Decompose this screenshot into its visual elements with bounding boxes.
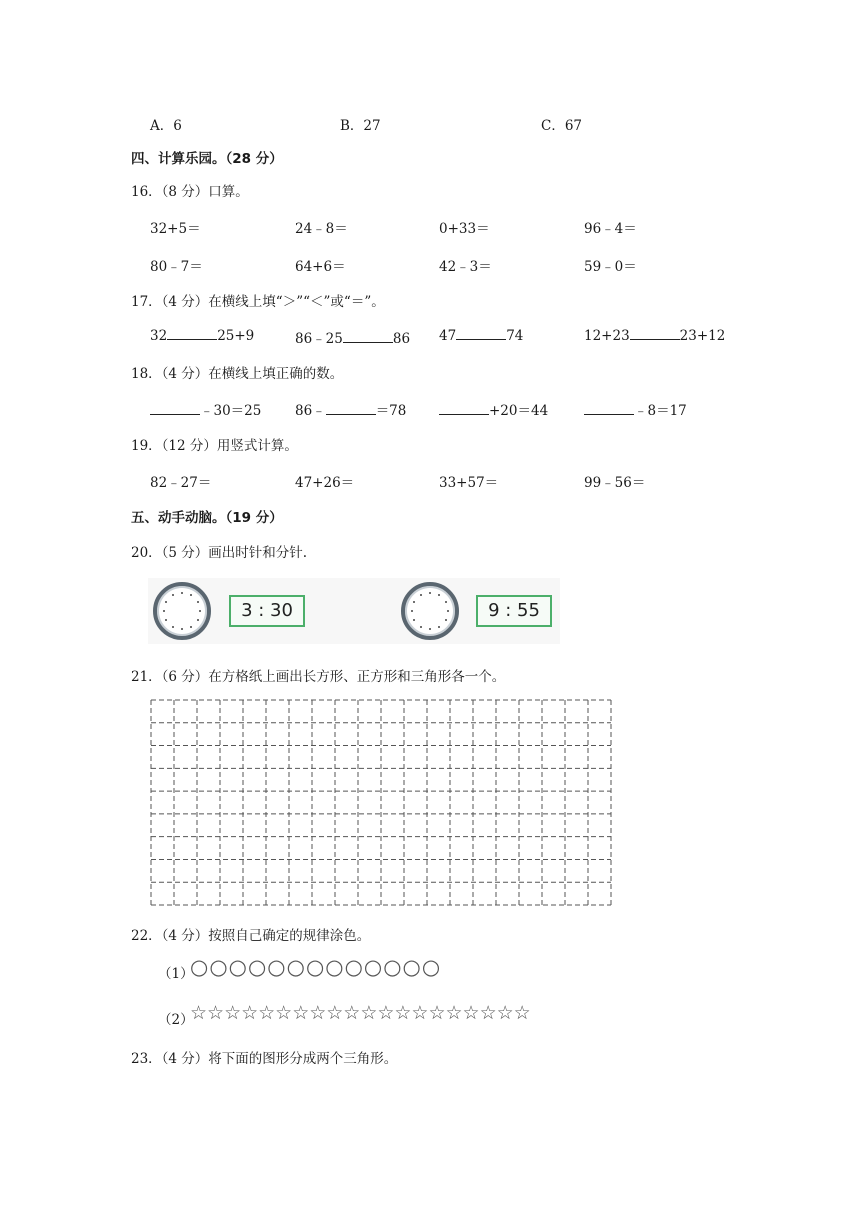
clock-tick bbox=[413, 619, 415, 621]
q16-item: 80﹣7＝ bbox=[150, 259, 203, 275]
star-row[interactable]: ☆☆☆☆☆☆☆☆☆☆☆☆☆☆☆☆☆☆☆☆ bbox=[190, 1002, 531, 1024]
option-c: C．67 bbox=[541, 118, 583, 134]
clock-tick bbox=[447, 610, 449, 612]
clock-tick bbox=[197, 601, 199, 603]
section-4-title: 四、计算乐园。（28 分） bbox=[131, 151, 283, 167]
clock-tick bbox=[181, 628, 183, 630]
clock-tick bbox=[197, 619, 199, 621]
q18-item: ﹣30＝25 bbox=[150, 399, 261, 419]
q18-item: +20＝44 bbox=[439, 399, 548, 419]
q22-row1-label: （1） bbox=[158, 966, 194, 982]
q19-item: 33+57＝ bbox=[439, 475, 499, 491]
answer-blank[interactable] bbox=[630, 327, 680, 340]
clock-tick bbox=[165, 619, 167, 621]
q16-item: 96﹣4＝ bbox=[584, 221, 637, 237]
clock-tick bbox=[438, 594, 440, 596]
section-5-title: 五、动手动脑。（19 分） bbox=[131, 510, 283, 526]
clock-tick bbox=[438, 626, 440, 628]
clock-tick bbox=[199, 610, 201, 612]
option-b: B．27 bbox=[340, 118, 381, 134]
q23-label: 23．（4 分）将下面的图形分成两个三角形。 bbox=[131, 1051, 398, 1067]
q19-item: 99﹣56＝ bbox=[584, 475, 646, 491]
q17-label: 17．（4 分）在横线上填“＞”“＜”或“＝”。 bbox=[131, 294, 385, 310]
q17-item: 12+23 23+12 bbox=[584, 328, 726, 344]
clock-tick bbox=[190, 626, 192, 628]
clock-face-1[interactable] bbox=[153, 582, 211, 640]
answer-blank[interactable] bbox=[584, 402, 634, 415]
answer-blank[interactable] bbox=[456, 327, 506, 340]
q20-label: 20．（5 分）画出时针和分针. bbox=[131, 545, 308, 561]
q19-label: 19．（12 分）用竖式计算。 bbox=[131, 438, 298, 454]
clock-tick bbox=[411, 610, 413, 612]
q19-row bbox=[150, 471, 770, 491]
q16-item: 24﹣8＝ bbox=[295, 221, 348, 237]
dashed-grid[interactable] bbox=[150, 699, 612, 907]
clock-tick bbox=[172, 594, 174, 596]
answer-blank[interactable] bbox=[150, 402, 200, 415]
option-a: A．6 bbox=[150, 118, 182, 134]
clock-tick bbox=[429, 592, 431, 594]
answer-blank[interactable] bbox=[439, 402, 489, 415]
clock-tick bbox=[413, 601, 415, 603]
time-box-2: 9 : 55 bbox=[476, 595, 552, 627]
time-box-1: 3 : 30 bbox=[229, 595, 305, 627]
clock-tick bbox=[445, 601, 447, 603]
answer-blank[interactable] bbox=[167, 327, 217, 340]
q22-label: 22．（4 分）按照自己确定的规律涂色。 bbox=[131, 928, 371, 944]
q16-row-2 bbox=[150, 255, 770, 275]
clock-tick bbox=[420, 594, 422, 596]
clock-tick bbox=[163, 610, 165, 612]
q18-label: 18．（4 分）在横线上填正确的数。 bbox=[131, 366, 344, 382]
q18-item: 86﹣ ＝78 bbox=[295, 403, 407, 419]
q17-row bbox=[150, 327, 770, 347]
q19-item: 47+26＝ bbox=[295, 475, 355, 491]
clock-tick bbox=[420, 626, 422, 628]
clock-tick bbox=[429, 628, 431, 630]
q16-label: 16．（8 分）口算。 bbox=[131, 184, 249, 200]
answer-blank[interactable] bbox=[343, 330, 393, 343]
q16-item: 64+6＝ bbox=[295, 259, 346, 275]
clock-tick bbox=[181, 592, 183, 594]
q17-item: 86﹣25 86 bbox=[295, 331, 411, 347]
clock-tick bbox=[190, 594, 192, 596]
q16-row-1 bbox=[150, 217, 770, 237]
q17-item: 47 74 bbox=[439, 328, 524, 344]
clock-tick bbox=[445, 619, 447, 621]
clock-face-2[interactable] bbox=[401, 582, 459, 640]
clock-tick bbox=[172, 626, 174, 628]
answer-blank[interactable] bbox=[326, 402, 376, 415]
q18-row bbox=[150, 399, 770, 419]
q18-item: ﹣8＝17 bbox=[584, 399, 687, 419]
circle-row[interactable]: ○○○○○○○○○○○○○ bbox=[190, 955, 442, 979]
q17-item: 32 25+9 bbox=[150, 328, 255, 344]
q19-item: 82﹣27＝ bbox=[150, 475, 212, 491]
q16-item: 0+33＝ bbox=[439, 221, 490, 237]
clock-tick bbox=[165, 601, 167, 603]
q21-label: 21．（6 分）在方格纸上画出长方形、正方形和三角形各一个。 bbox=[131, 669, 506, 685]
q16-item: 42﹣3＝ bbox=[439, 259, 492, 275]
q22-row2-label: （2） bbox=[158, 1012, 194, 1028]
q16-item: 59﹣0＝ bbox=[584, 259, 637, 275]
q16-item: 32+5＝ bbox=[150, 221, 201, 237]
